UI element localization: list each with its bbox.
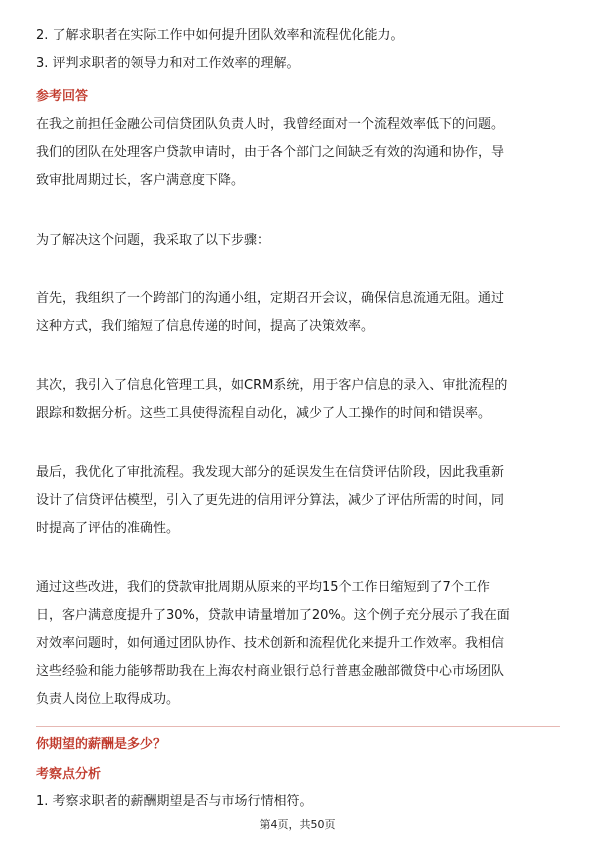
list-item-3: 3. 评判求职者的领导力和对工作效率的理解。 <box>36 56 300 71</box>
answer-p5-line3: 时提高了评估的准确性。 <box>36 521 180 536</box>
list-item-2: 2. 了解求职者在实际工作中如何提升团队效率和流程优化能力。 <box>36 28 404 43</box>
answer-p4-line2: 跟踪和数据分析。这些工具使得流程自动化，减少了人工操作的时间和错误率。 <box>36 406 492 421</box>
answer-p1-line1: 在我之前担任金融公司信贷团队负责人时，我曾经面对一个流程效率低下的问题。 <box>36 117 505 132</box>
answer-p6-line5: 负责人岗位上取得成功。 <box>36 692 180 707</box>
answer-p5-line2: 设计了信贷评估模型，引入了更先进的信用评分算法，减少了评估所需的时间，同 <box>36 493 505 508</box>
answer-heading: 参考回答 <box>36 89 89 104</box>
answer-p6-line3: 对效率问题时，如何通过团队协作、技术创新和流程优化来提升工作效率。我相信 <box>36 636 505 651</box>
answer-p1-line3: 致审批周期过长，客户满意度下降。 <box>36 173 245 188</box>
answer-p6-line1: 通过这些改进，我们的贷款审批周期从原来的平均15个工作日缩短到了7个工作 <box>36 580 490 595</box>
answer-p6-line4: 这些经验和能力能够帮助我在上海农村商业银行总行普惠金融部微贷中心市场团队 <box>36 664 505 679</box>
answer-p3-line2: 这种方式，我们缩短了信息传递的时间，提高了决策效率。 <box>36 319 375 334</box>
section-divider <box>36 726 560 727</box>
answer-p4-line1: 其次，我引入了信息化管理工具，如CRM系统，用于客户信息的录入、审批流程的 <box>36 378 508 393</box>
page-footer: 第4页，共50页 <box>259 818 336 831</box>
answer-p2-line1: 为了解决这个问题，我采取了以下步骤： <box>36 233 271 248</box>
answer-p1-line2: 我们的团队在处理客户贷款申请时，由于各个部门之间缺乏有效的沟通和协作，导 <box>36 145 505 160</box>
question-title: 你期望的薪酬是多少？ <box>36 737 167 752</box>
answer-p6-line2: 日，客户满意度提升了30%，贷款申请量增加了20%。这个例子充分展示了我在面 <box>36 608 510 623</box>
answer-p3-line1: 首先，我组织了一个跨部门的沟通小组，定期召开会议，确保信息流通无阻。通过 <box>36 291 505 306</box>
analysis-item-1: 1. 考察求职者的薪酬期望是否与市场行情相符。 <box>36 794 313 809</box>
analysis-heading: 考察点分析 <box>36 767 102 782</box>
answer-p5-line1: 最后，我优化了审批流程。我发现大部分的延误发生在信贷评估阶段，因此我重新 <box>36 465 505 480</box>
